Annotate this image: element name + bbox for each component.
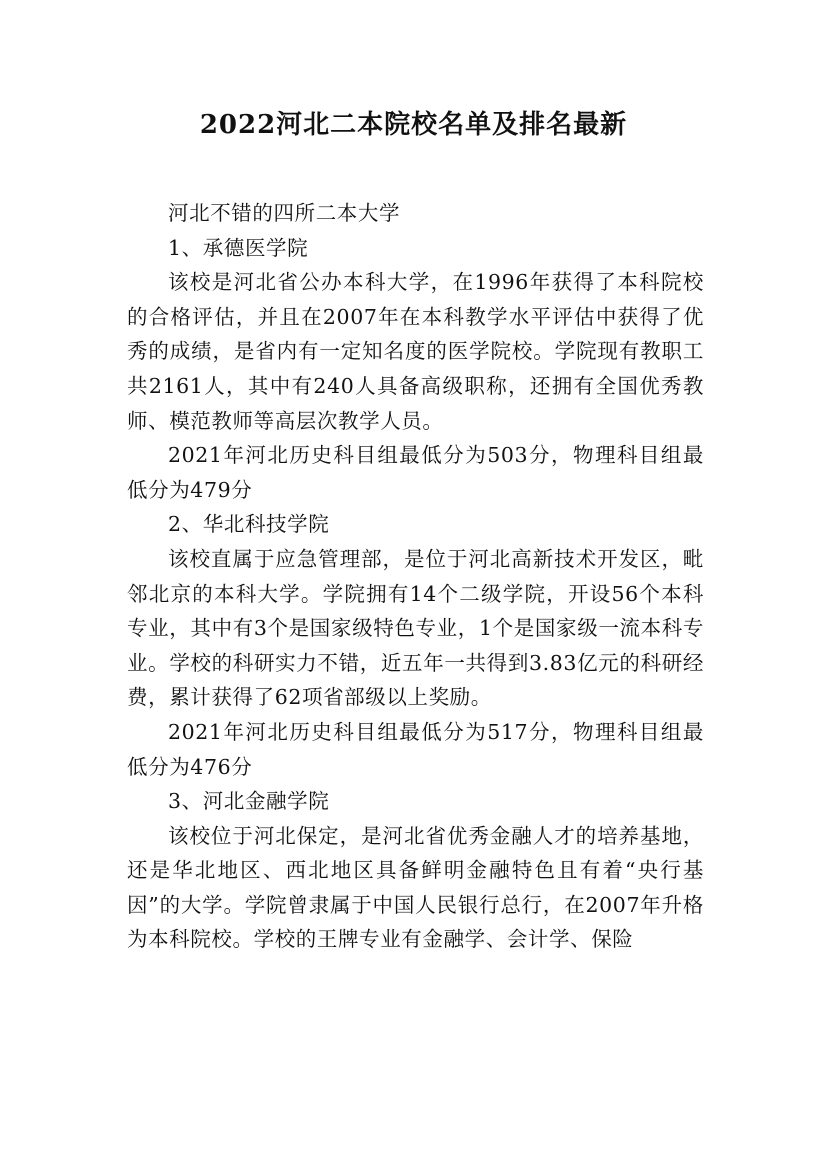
section-intro: 河北不错的四所二本大学 (168, 201, 401, 225)
heading-hebei-finance: 3、河北金融学院 (168, 789, 330, 814)
heading-north-china-science-tech: 2、华北科技学院 (168, 512, 330, 537)
paragraph-chengde-medical: 该校是河北省公办本科大学，在1996年获得了本科院校的合格评估，并且在2007年在本科教学水平评估中获得了优秀的成绩，是省内有一定知名度的医学院校。学院现有教职工共2161人，其中有240人具备高级职称，还拥有全国优秀教师、模范教师等高层次教学人员。 (127, 270, 704, 433)
document-body (127, 196, 704, 957)
document-title: 2022河北二本院校名单及排名最新 (199, 110, 628, 140)
scores-chengde-medical: 2021年河北历史科目组最低分为503分，物理科目组最低分为479分 (127, 443, 704, 502)
scores-north-china-science-tech: 2021年河北历史科目组最低分为517分，物理科目组最低分为476分 (127, 719, 704, 779)
paragraph-hebei-finance: 该校位于河北保定，是河北省优秀金融人才的培养基地，还是华北地区、西北地区具备鲜明金融特色且有着“央行基因”的大学。学院曾隶属于中国人民银行总行，在2007年升格为本科院校。学校的王牌专业有金融学、会计学、保险 (127, 823, 704, 952)
paragraph-north-china-science-tech: 该校直属于应急管理部，是位于河北高新技术开发区，毗邻北京的本科大学。学院拥有14个二级学院，开设56个本科专业，其中有3个是国家级特色专业，1个是国家级一流本科专业。学校的科研实力不错，近五年一共得到3.83亿元的科研经费，累计获得了62项省部级以上奖励。 (127, 546, 704, 710)
heading-chengde-medical: 1、承德医学院 (168, 235, 309, 260)
